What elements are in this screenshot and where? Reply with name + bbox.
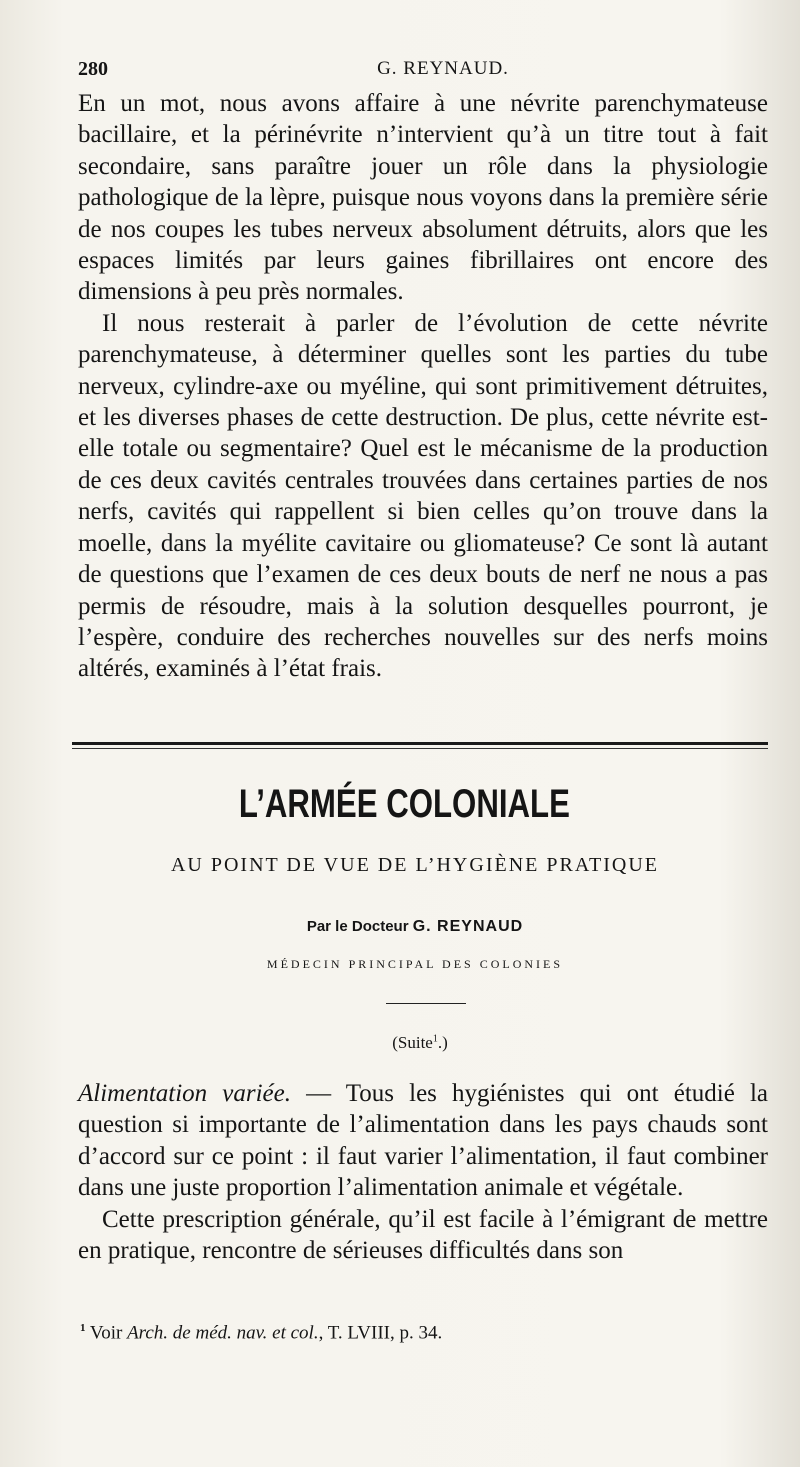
- footnote: [78, 1322, 770, 1344]
- section-divider-thick: [72, 742, 768, 745]
- continued-text: (Suite: [392, 1033, 433, 1052]
- footnote-reference-rest: , T. LVIII, p. 34.: [318, 1322, 443, 1344]
- article-subtitle: AU POINT DE VUE DE L’HYGIÈNE PRATIQUE: [170, 854, 660, 876]
- author-name: G. REYNAUD: [412, 918, 524, 935]
- author-title: MÉDECIN PRINCIPAL DES COLONIES: [266, 957, 564, 971]
- previous-article-text: [78, 88, 768, 685]
- paragraph: [78, 1078, 768, 1204]
- continued-label: [0, 1033, 800, 1053]
- footnote-mark: 1: [432, 1033, 438, 1045]
- footnote-number: 1: [80, 1322, 86, 1334]
- section-heading: Alimentation variée.: [78, 1080, 291, 1107]
- continued-close: .): [437, 1033, 448, 1052]
- paragraph: Cette prescription générale, qu’il est facile à l’émigrant de mettre en pratique, rencontre de sérieuses difficultés dans son: [78, 1205, 768, 1265]
- footnote-reference: Arch. de méd. nav. et col.: [127, 1322, 319, 1344]
- section-divider-thin: [72, 748, 768, 749]
- running-title: G. REYNAUD.: [377, 58, 509, 79]
- paragraph-text: — Tous les hygiénistes qui ont étudié la question si importante de l’alimentation dans les pays chauds sont d’accord sur ce point : il faut varier l’alimentation, il faut combiner dans une juste proportion l’alimentation animale et végétale.: [78, 1080, 768, 1202]
- paragraph: En un mot, nous avons affaire à une névrite parenchymateuse bacillaire, et la périnévrite n’intervient qu’à un titre tout à fait secondaire, sans paraître jouer un rôle dans la physiologie pathologique de la lèpre, puisque nous voyons dans la première série de nos coupes les tubes nerveux absolument détruits, alors que les espaces limités par leurs gaines fibrillaires ont encore des dimensions à peu près normales.: [78, 90, 768, 306]
- footnote-prefix: Voir: [89, 1322, 123, 1344]
- paragraph: Il nous resterait à parler de l’évolution de cette névrite parenchymateuse, à déterminer quelles sont les parties du tube nerveux, cylindre-axe ou myéline, qui sont primitivement détruites, et les diverses phases de cette destruction. De plus, cette névrite est-elle totale ou segmentaire? Quel est le mécanisme de la production de ces deux cavités centrales trouvées dans certaines parties de nos nerfs, cavités qui rappellent si bien celles qu’on trouve dans la moelle, dans la myélite cavitaire ou gliomateuse? Ce sont là autant de questions que l’examen de ces deux bouts de nerf ne nous a pas permis de résoudre, mais à la solution desquelles pourront, je l’espère, conduire des recherches nouvelles sur des nerfs moins altérés, examinés à l’état frais.: [78, 309, 768, 683]
- running-head: [78, 58, 768, 84]
- article-body: [78, 1078, 768, 1266]
- short-divider: [386, 1003, 466, 1004]
- page-number: 280: [78, 58, 108, 80]
- byline: [0, 918, 800, 936]
- article-title: L’ARMÉE COLONIALE: [238, 782, 570, 826]
- byline-prefix: Par le Docteur: [306, 918, 409, 935]
